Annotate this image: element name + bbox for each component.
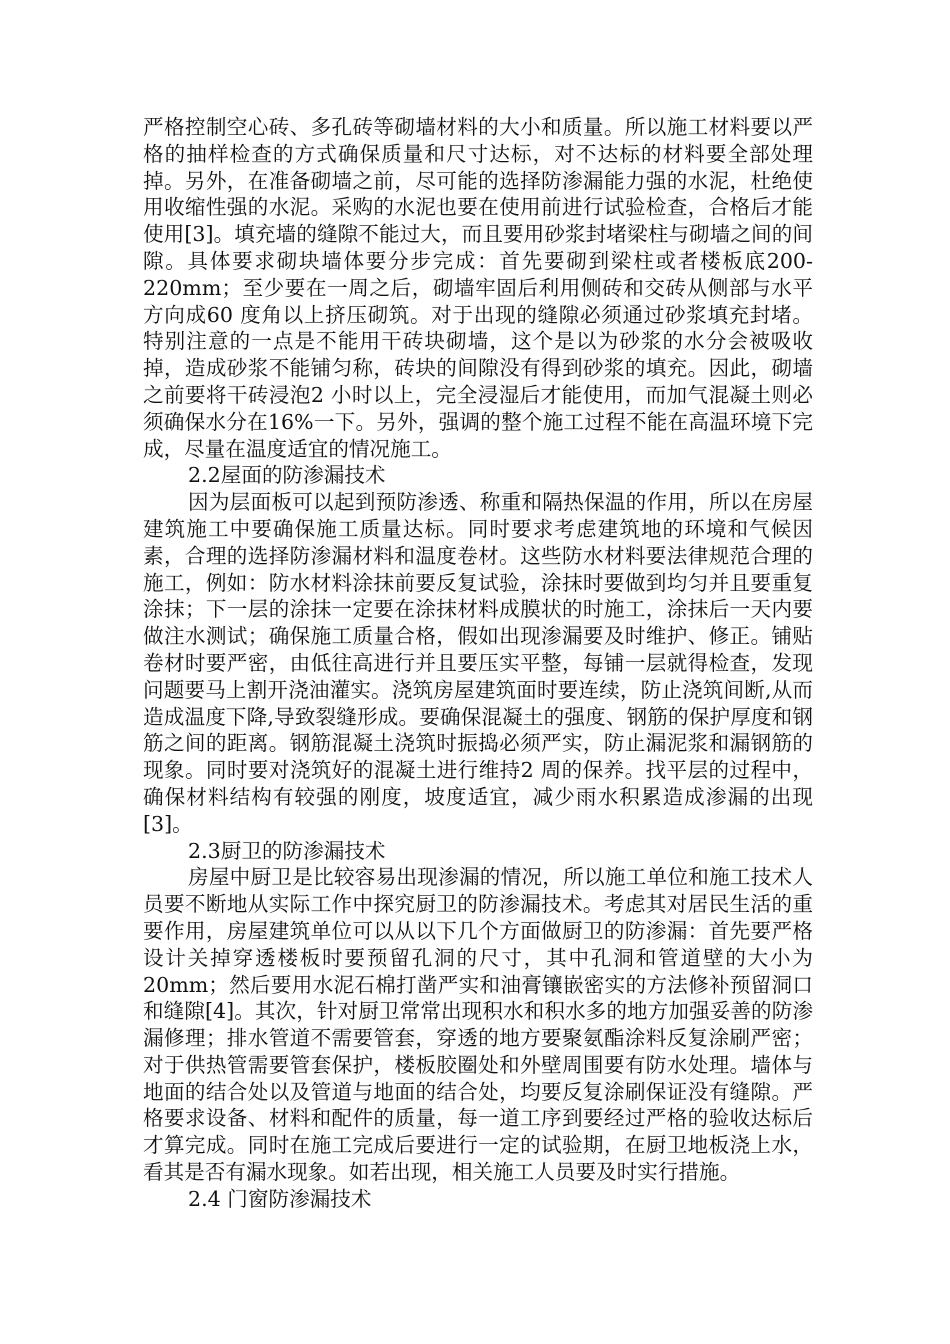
paragraph-2-2: 因为层面板可以起到预防渗透、称重和隔热保温的作用，所以在房屋建筑施工中要确保施工质量达标。同时要求考虑建筑地的环境和气候因素，合理的选择防渗漏材料和温度卷材。这些防水材料要法律规范合理的施工，例如：防水材料涂抹前要反复试验，涂抹时要做到均匀并且要重复涂抹；下一层的涂抹一定要在涂抹材料成膜状的时施工，涂抹后一天内要做注水测试；确保施工质量合格，假如出现渗漏要及时维护、修正。铺贴卷材时要严密，由低往高进行并且要压实平整，每铺一层就得检查，发现问题要马上割开浇油灌实。浇筑房屋建筑面时要连续，防止浇筑间断,从而造成温度下降,导致裂缝形成。要确保混凝土的强度、钢筋的保护厚度和钢筋之间的距离。钢筋混凝土浇筑时振捣必须严实，防止漏泥浆和漏钢筋的现象。同时要对浇筑好的混凝土进行维持2 周的保养。找平层的过程中，确保材料结构有较强的刚度，坡度适宜，减少雨水积累造成渗漏的出现[3]。 xyxy=(143,490,813,836)
section-heading-2-4: 2.4 门窗防渗漏技术 xyxy=(188,1186,372,1211)
section-heading-2-2: 2.2屋面的防渗漏技术 xyxy=(188,463,386,488)
document-page xyxy=(143,114,813,1213)
paragraph-2-3: 房屋中厨卫是比较容易出现渗漏的情况，所以施工单位和施工技术人员要不断地从实际工作中探究厨卫的防渗漏技术。考虑其对居民生活的重要作用，房屋建筑单位可以从以下几个方面做厨卫的防渗漏：首先要严格设计关掉穿透楼板时要预留孔洞的尺寸，其中孔洞和管道壁的大小为20mm；然后要用水泥石棉打凿严实和油膏镶嵌密实的方法修补预留洞口和缝隙[4]。其次，针对厨卫常常出现积水和积水多的地方加强妥善的防渗漏修理；排水管道不需要管套，穿透的地方要聚氨酯涂料反复涂刷严密；对于供热管需要管套保护，楼板胶圈处和外壁周围要有防水处理。墙体与地面的结合处以及管道与地面的结合处，均要反复涂刷保证没有缝隙。严格要求设备、材料和配件的质量，每一道工序到要经过严格的验收达标后才算完成。同时在施工完成后要进行一定的试验期，在厨卫地板浇上水，看其是否有漏水现象。如若出现，相关施工人员要及时实行措施。 xyxy=(143,865,813,1185)
section-heading-2-3: 2.3厨卫的防渗漏技术 xyxy=(188,838,386,863)
paragraph-intro: 严格控制空心砖、多孔砖等砌墙材料的大小和质量。所以施工材料要以严格的抽样检查的方式确保质量和尺寸达标，对不达标的材料要全部处理掉。另外，在准备砌墙之前，尽可能的选择防渗漏能力强的水泥，杜绝使用收缩性强的水泥。采购的水泥也要在使用前进行试验检查，合格后才能使用[3]。填充墙的缝隙不能过大，而且要用砂浆封堵梁柱与砌墙之间的间隙。具体要求砌块墙体要分步完成：首先要砌到梁柱或者楼板底200-220mm；至少要在一周之后，砌墙牢固后利用侧砖和交砖从侧部与水平方向成60 度角以上挤压砌筑。对于出现的缝隙必须通过砂浆填充封堵。特别注意的一点是不能用干砖块砌墙，这个是以为砂浆的水分会被吸收掉，造成砂浆不能铺匀称，砖块的间隙没有得到砂浆的填充。因此，砌墙之前要将干砖浸泡2 小时以上，完全浸湿后才能使用，而加气混凝土则必须确保水分在16%一下。另外，强调的整个施工过程不能在高温环境下完成，尽量在温度适宜的情况施工。 xyxy=(143,115,813,461)
